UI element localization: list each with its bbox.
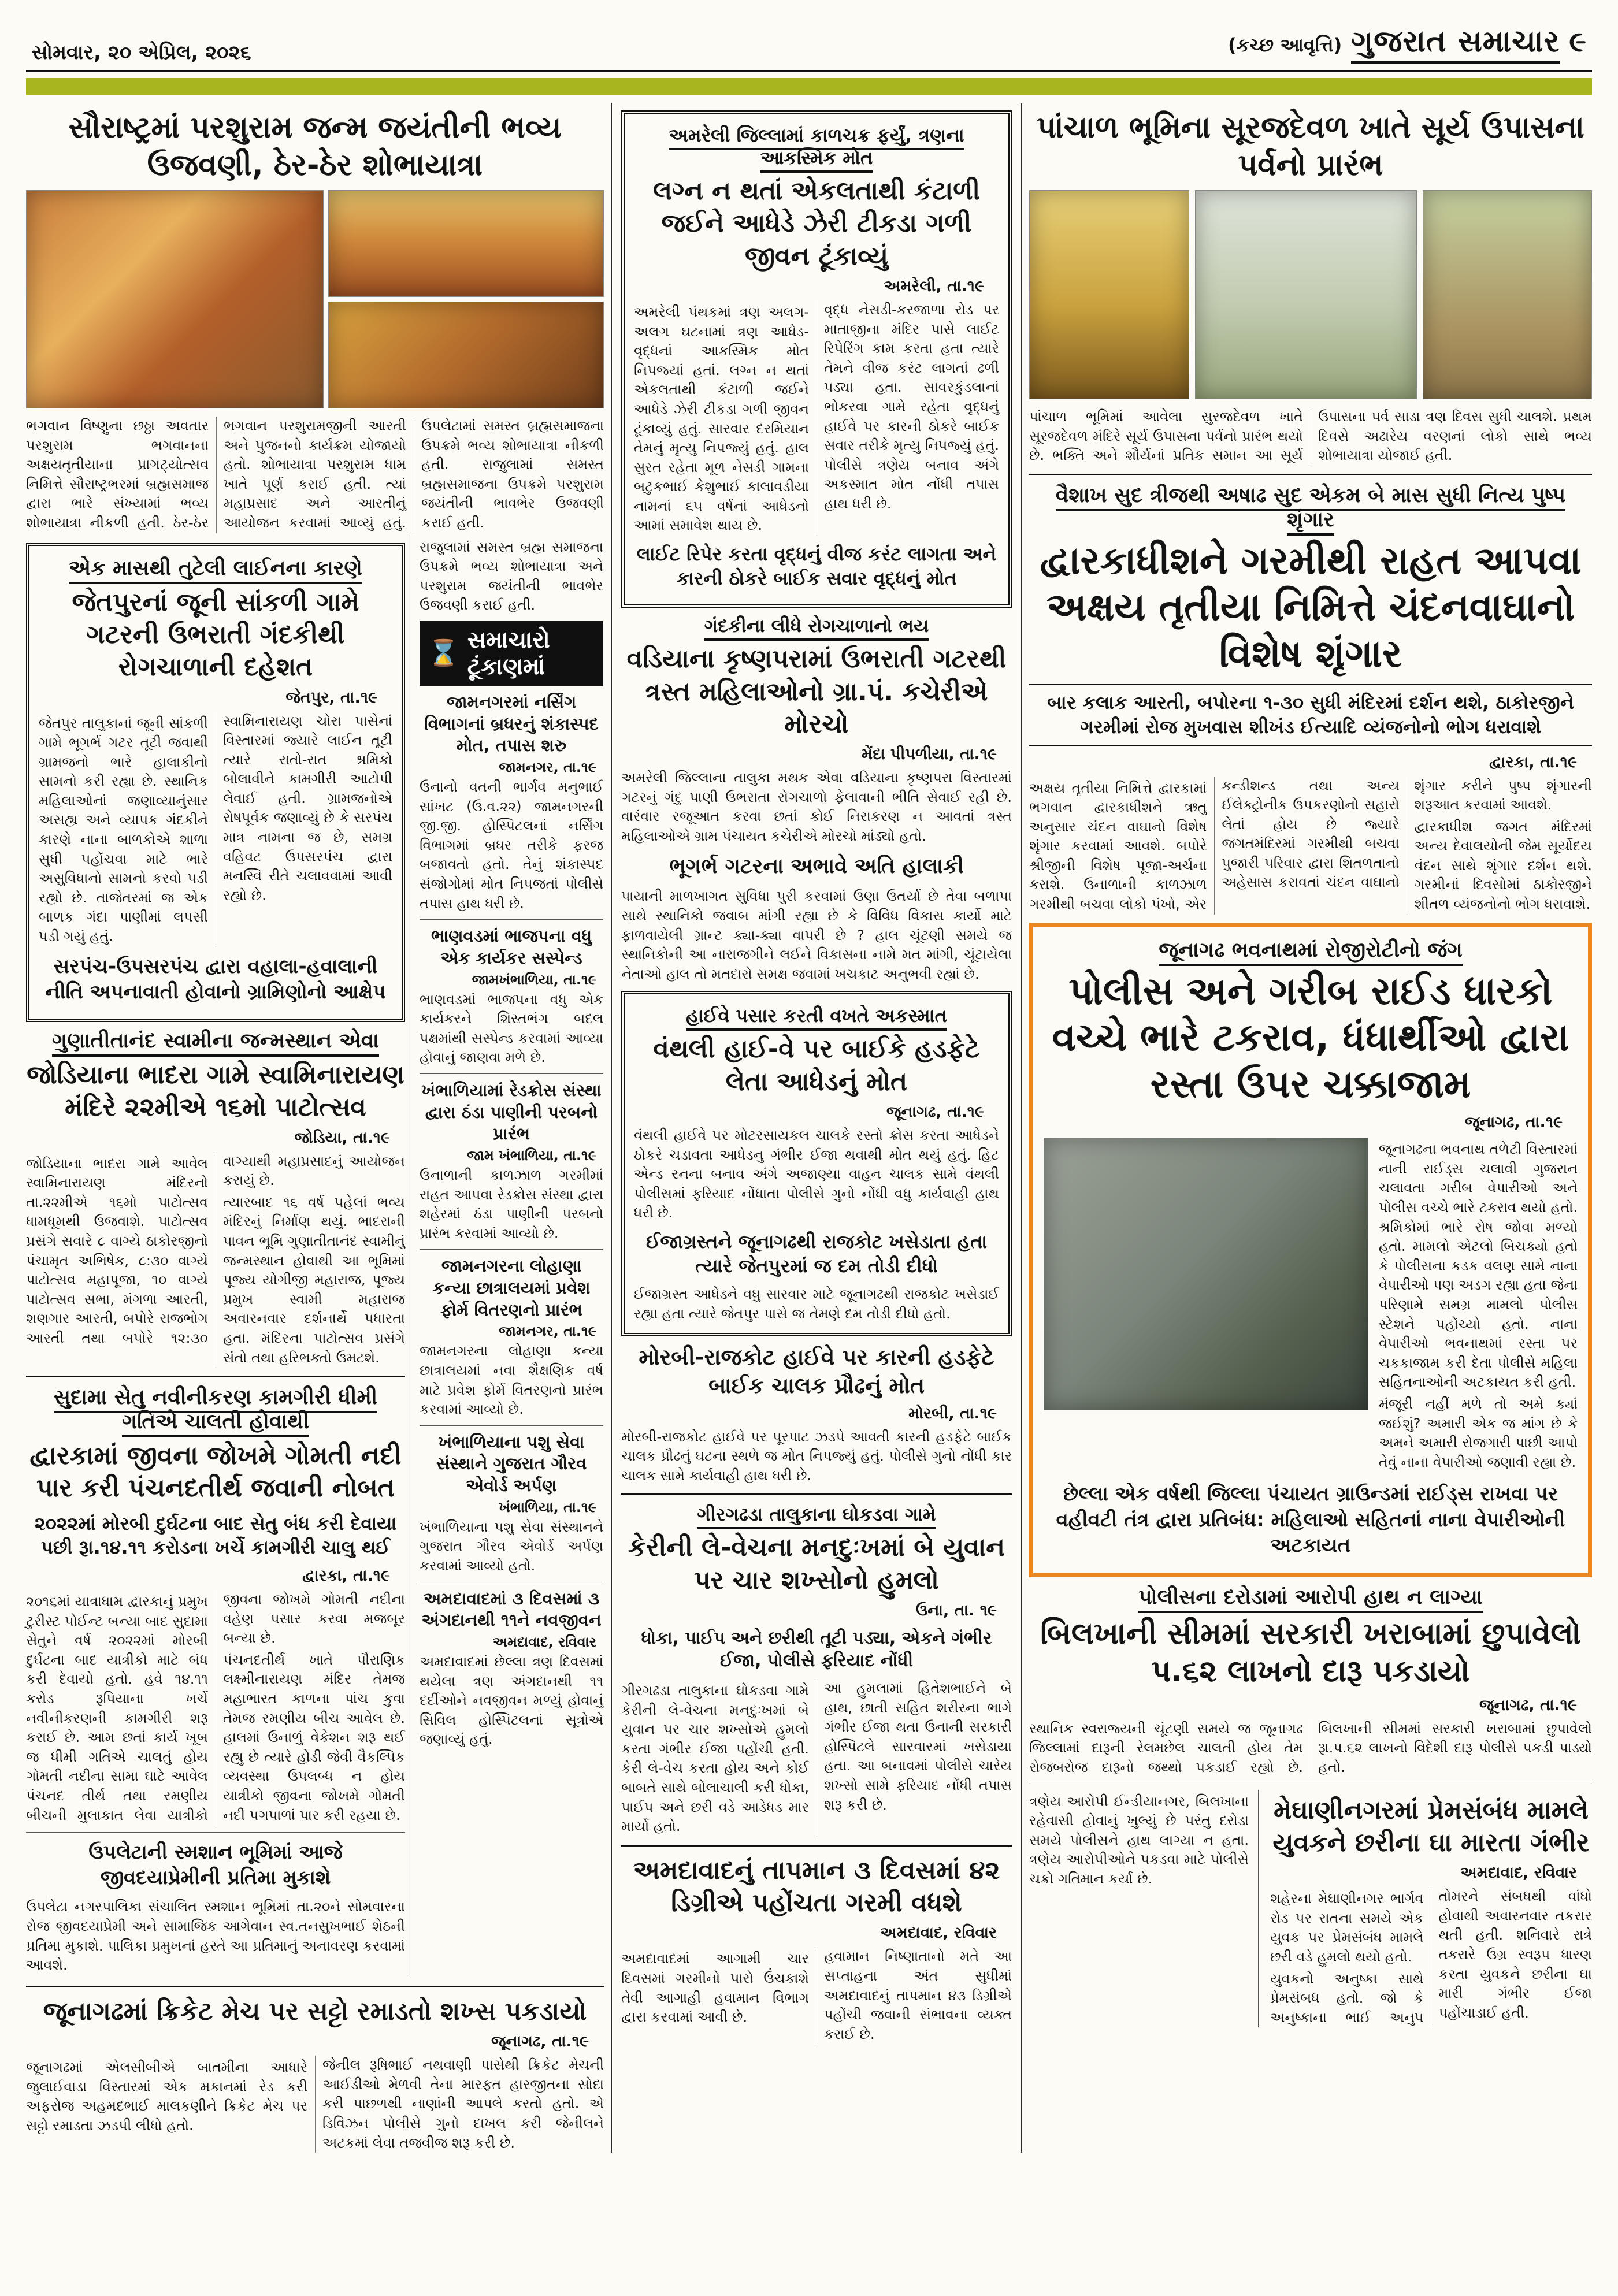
article-subhead: ૨૦૨૨માં મોરબી દુર્ઘટના બાદ સેતુ બંધ કરી દેવાયા પછી રૂા.૧૪.૧૧ કરોડના ખર્ચે કામગીરી ચાલુ થઈ [34, 1512, 397, 1559]
photo-collage [26, 190, 604, 408]
article-headline: કેરીની લે-વેચના મનદુઃખમાં બે યુવાન પર ચાર શખ્સોનો હુમલો [628, 1533, 1005, 1595]
dateline: અમદાવાદ, રવિવાર [1460, 1864, 1577, 1882]
masthead: ગુજરાત સમાચાર [1351, 24, 1560, 64]
brief-item [420, 926, 603, 1068]
section-divider [26, 1986, 604, 1987]
article-parshuram [26, 109, 604, 533]
article-upleta-statue [26, 1840, 405, 1975]
article-body: ભગવાન વિષ્ણુના છઠ્ઠા અવતાર પરશુરામ ભગવાનના અક્ષયતૃતીયાના પ્રાગટ્યોત્સવ નિમિત્તે સૌરાષ્ટ્રભરમાં બ્રહ્મસમાજ દ્વારા ભારે સંખ્યામાં ભવ્ય શોભાયાત્રા નીકળી હતી. ઠેર-ઠેર ભગવાન પરશુરામજીની આરતી અને પુજનનો કાર્યક્રમ યોજાયો હતો. શોભાયાત્રા પરશુરામ ધામ ખાતે પૂર્ણ કરાઈ હતી. ત્યાં મહાપ્રસાદ અને આરતીનું આયોજન કરવામાં આવ્યું હતું. ઉપલેટામાં સમસ્ત બ્રહ્મસમાજના ઉપક્રમે ભવ્ય શોભાયાત્રા નીકળી હતી. રાજુલામાં સમસ્ત બ્રહ્મસમાજના ઉપક્રમે પરશુરામ જયંતીની ભાવભેર ઉજવણી કરાઈ હતી. [26, 418, 604, 531]
dateline: અમદાવાદ, રવિવાર [880, 1924, 997, 1942]
dateline: અમરેલી, તા.૧૯ [884, 277, 984, 295]
parshuram-continued: રાજુલામાં સમસ્ત બ્રહ્મ સમાજના ઉપક્રમે ભવ્ય શોભાયાત્રા અને પરશુરામ જયંતીની ભાવભેર ઉજવણી કરાઈ હતી. [420, 538, 603, 614]
article-headline: બિલખાની સીમમાં સરકારી ખરાબામાં છુપાવેલો પ.૬૨ લાખનો દારૂ પકડાયો [1040, 1616, 1581, 1689]
article-body: ત્રણેય આરોપી ઈન્ડીયાનગર, બિલખાના રહેવાસી હોવાનું ખુલ્યું છે પરંતુ દરોડા સમયે પોલીસને હાથ લાગ્યા ન હતા. ત્રણેય આરોપીઓને પકડવા માટે પોલીસે ચક્રો ગતિમાન કર્યા છે. [1029, 1793, 1249, 1888]
article-cricket-betting [26, 1996, 604, 2153]
article-headline: જૂનાગઢમાં ક્રિકેટ મેચ પર સટ્ટો રમાડતો શખ્સ પકડાયો [43, 1996, 587, 2026]
dateline: દ્વારકા, તા.૧૯ [1489, 753, 1577, 771]
brief-title: ખંભાળિયામાં રેડક્રોસ સંસ્થા દ્વારા ઠંડા પાણીની પરબનો પ્રારંભ [421, 1080, 602, 1144]
article-liquor-seizure [1029, 1585, 1592, 1778]
article-body: જેતપુર તાલુકાનાં જૂની સાંકળી ગામે ભૂગર્ભ ગટર તૂટી જવાથી ગ્રામજનો ભારે હાલાકીનો સામનો કરી રહ્યા છે. સ્થાનિક મહિલાઓનાં જણાવ્યાનુંસાર અસહ્ય અને વ્યાપક ગંદકીને કારણે નાના બાળકોએ શાળા સુધી પહોંચવા માટે ભારે અસુવિધાનો સામનો કરવો પડી રહ્યો છે. તાજેતરમાં જ એક બાળક ગંદા પાણીમાં લપસી પડી ગયું હતું. [39, 715, 208, 945]
edition-label: (કચ્છ આવૃત્તિ) [1228, 34, 1342, 56]
article-body: જોડિયાના ભાદરા ગામે આવેલ સ્વામિનારાયણ મંદિરનો તા.૨૨મીએ ૧૬મો પાટોત્સવ ધામધૂમથી ઉજવાશે. પાટોત્સવ પ્રસંગે સવારે ૮ વાગ્યે ઠાકોરજીનો પંચામૃત અભિષેક, ૮:૩૦ વાગ્યે પાટોત્સવ મહાપૂજા, ૧૦ વાગ્યે પાટોત્સવ સભા, મંગળા આરતી, શણગાર આરતી, બપોરે રાજભોગ આરતી તથા બપોરે ૧૨:૩૦ વાગ્યાથી મહાપ્રસાદનું આયોજન કરાયું છે. [26, 1153, 405, 1346]
article-body: શહેરના મેઘાણીનગર ભાર્ગવ રોડ પર રાતના સમયે એક યુવક પર પ્રેમસંબંધ મામલે છરી વડે હુમલો થયો હતો. [1270, 1890, 1424, 1966]
brief-item [420, 692, 603, 913]
brief-title: ભાણવડમાં ભાજપના વધુ એક કાર્યકર સસ્પેન્ડ [431, 926, 592, 968]
brief-title: જામનગરના લોહાણા કન્યા છાત્રાલયમાં પ્રવેશ ફોર્મ વિતરણનો પ્રારંભ [432, 1256, 591, 1320]
dateline: દ્વારકા, તા.૧૯ [302, 1566, 390, 1585]
article-surajdeval [1029, 109, 1592, 466]
article-subhead: સરપંચ-ઉપસરપંચ દ્વારા વહાલા-હવાલાની નીતિ અપનાવાતી હોવાનો ગ્રામિણોનો આક્ષેપ [45, 954, 386, 1004]
article-subhead: લાઈટ રિપેર કરતા વૃદ્ધનું વીજ કરંટ લાગતા અને કારની ઠોકરે બાઈક સવાર વૃદ્ધનું મોત [636, 543, 997, 589]
brief-title: ખંભાળિયાના પશુ સેવા સંસ્થાને ગુજરાત ગૌરવ એવોર્ડ અર્પણ [436, 1432, 587, 1496]
left-inner-column [26, 536, 405, 1978]
article-body: અક્ષય તૃતીયા નિમિત્તે દ્વારકામાં ભગવાન દ્વારકાધીશને ઋતુ અનુસાર ચંદન વાઘાનો વિશેષ શૃંગાર કરવામાં આવશે. બપોરે શ્રીજીની વિશેષ પૂજા-અર્ચના કરાશે. ઉનાળાની કાળઝાળ ગરમીથી બચવા લોકો પંખો, એર કન્ડીશન્ડ તથા અન્ય ઈલેક્ટ્રોનીક ઉપકરણોનો સહારો લેતાં હોય છે જ્યારે જગતમંદિરમાં ગરમીથી બચવા પુજારી પરિવાર દ્વારા શિતળતાનો અહેસાસ કરાવતાં ચંદન વાઘાનો શૃંગાર કરીને પુષ્પ શૃંગારની શરૂઆત કરવામાં આવશે. [1029, 777, 1592, 913]
article-headline: દ્વારકાધીશને ગરમીથી રાહત આપવા અક્ષય તૃતીયા નિમિત્તે ચંદનવાઘાનો વિશેષ શૃંગાર [1040, 538, 1582, 676]
dateline: જૂનાગઢ, તા.૧૯ [1479, 1696, 1577, 1714]
article-body: ૨૦૧૬માં યાત્રાધામ દ્વારકાનું પ્રમુખ ટુરીસ્ટ પોઈન્ટ બન્યા બાદ સુદામા સેતુને વર્ષ ૨૦૨૨માં મોરબી દુર્ઘટના બાદ યાત્રીકો માટે બંધ કરી દેવાયો હતો. હવે ૧૪.૧૧ કરોડ રૂપિયાના ખર્ચે નવીનીકરણની કામગીરી શરૂ કરાઈ છે. આમ છતાં કાર્ય ખૂબ જ ધીમી ગતિએ ચાલતું હોય ગોમતી નદીના સામા ઘાટે આવેલ પંચનદ તીર્થ તથા રમણીય બીચની મુલાકાત લેવા યાત્રીકો જીવના જોખમે ગોમતી નદીના વહેણ પસાર કરવા મજબૂર બન્યા છે. [26, 1591, 405, 1823]
article-body: અમરેલી જિલ્લાના તાલુકા મથક એવા વડિયાના કૃષ્ણપરા વિસ્તારમાં ગટરનું ગંદુ પાણી ઉભરાતા રોગચાળો ફેલાવાની ભીતિ સેવાઈ રહી છે. વારંવાર રજૂઆત કરવા છતાં કોઈ નિરાકરણ ન આવતાં ત્રસ્ત મહિલાઓએ ગ્રામ પંચાયત કચેરીએ મોરચો માંડ્યો હતો. [621, 770, 1012, 844]
article-dwarka-bridge [26, 1385, 405, 1826]
dateline: જામનગર, તા.૧૯ [499, 759, 596, 775]
dateline: જૂનાગઢ, તા.૧૯ [491, 2033, 589, 2051]
article-body: અમદાવાદમાં આગામી ચાર દિવસમાં ગરમીનો પારો ઉંચકાશે તેવી આગાહી હવામાન વિભાગ દ્વારા કરવામાં આવી છે. [621, 1951, 809, 2026]
article-meghaninagar-stabbing [1270, 1790, 1592, 2028]
street-clash-photo [1044, 1138, 1368, 1410]
brief-title: જામનગરમાં નર્સિંગ વિભાગનાં બ્રધરનું શંકાસ્પદ મોત, તપાસ શરુ [424, 692, 599, 756]
article-strap: હાઈવે પસાર કરતી વખતે અકસ્માત [634, 1005, 999, 1027]
left-section [26, 103, 604, 2153]
brief-body: ઉનાનો વતની ભાર્ગવ મનુભાઈ સાંખટ (ઉ.વ.૨૨) જામનગરની જી.જી. હોસ્પિટલનાં નર્સિંગ વિભાગમાં બ્રધર તરીકે ફરજ બજાવતો હતો. તેનું શંકાસ્પદ સંજોગોમાં મોત નિપજતાં પોલીસે તપાસ હાથ ધરી છે. [420, 779, 603, 912]
article-headline: દ્વારકામાં જીવના જોખમે ગોમતી નદી પાર કરી પંચનદતીર્થ જવાની નોબત [29, 1441, 402, 1503]
brief-body: ખંભાળિયાના પશુ સેવા સંસ્થાનને ગુજરાત ગૌરવ એવોર્ડ અર્પણ કરવામાં આવ્યો હતો. [420, 1518, 603, 1574]
divider [420, 1073, 603, 1074]
dateline: મોરબી, તા.૧૯ [908, 1404, 997, 1422]
section-divider [26, 1376, 405, 1377]
section-divider [621, 1493, 1012, 1495]
temple-idol-photo [1029, 190, 1189, 399]
article-strap: એક માસથી તુટેલી લાઈનના કારણે [39, 556, 392, 581]
briefs-title-text: સમાચારો ટૂંકાણમાં [467, 626, 550, 680]
article-strap: ગીરગઢડા તાલુકાના ઘોકડવા ગામે [621, 1503, 1012, 1526]
briefs-column [411, 536, 603, 1978]
article-amreli-deaths [621, 110, 1012, 608]
article-strap: સુદામા સેતુ નવીનીકરણ કામગીરી ધીમી ગતિએ ચાલતી હોવાથી [26, 1385, 405, 1434]
article-strap: ગંદકીના લીધે રોગચાળાનો ભય [621, 615, 1012, 637]
article-headline: લગ્ન ન થતાં એકલતાથી કંટાળી જઈને આધેડે ઝેરી ટીકડા ગળી જીવન ટૂંકાવ્યું [652, 176, 981, 271]
article-body: અમરેલી પંથકમાં ત્રણ અલગ-અલગ ઘટનામાં ત્રણ આધેડ-વૃદ્ધનાં આકસ્મિક મોત નિપજ્યાં હતાં. લગ્ન ન થતાં એકલતાથી કંટાળી જઈને આધેડે ઝેરી ટીકડા ગળી જીવન ટૂંકાવ્યું હતું. સારવાર દરમિયાન તેમનું મૃત્યુ નિપજ્યું હતું. હાલ સુરત રહેતા મૂળ નેસડી ગામના બટુકભાઈ કેશુભાઈ કાલાવડીયા નામનાં ૬૫ વર્ષનાં આધેડનો આમાં સમાવેશ થાય છે. [634, 303, 809, 534]
article-subhead: ધોકા, પાઈપ અને છરીથી તૂટી પડ્યા, એકને ગંભીર ઈજા, પોલીસે ફરિયાદ નોંધી [641, 1628, 992, 1671]
dateline: મેંદા પીપળીયા, તા.૧૯ [861, 745, 997, 764]
brief-title: અમદાવાદમાં ૩ દિવસમાં ૩ અંગદાનથી ૧૧ને નવજીવન [421, 1588, 602, 1630]
article-headline: ઉપલેટાની સ્મશાન ભૂમિમાં આજે જીવદયાપ્રેમીની પ્રતિમા મુકાશે [88, 1841, 343, 1890]
brief-item [420, 1432, 603, 1576]
article-body: પાયાની માળખાગત સુવિધા પુરી કરવામાં ઉણા ઉતર્યા છે તેવા બળાપા સાથે સ્થાનિકો જવાબ માંગી રહ્યા છે કે વિવિધ વિકાસ કાર્યો માટે ફાળવાયેલી ગ્રાન્ટ ક્યા-ક્યા વાપરી છે ? હાલ ચૂંટણી સમયે જ સ્થાનિકોની આ નારાજગીને લઈને વિકાસના નામે મત માંગી, ચૂંટાયેલા નેતાઓ હાલ તો મતદારો સમક્ષ જવામાં ખચકાટ અનુભવી રહ્યાં છે. [621, 888, 1012, 982]
article-subhead: ઈજાગ્રસ્તને જૂનાગઢથી રાજકોટ ખસેડાતા હતા ત્યારે જેતપુરમાં જ દમ તોડી દીધો [645, 1230, 988, 1277]
brief-body: ઉનાળાની કાળઝાળ ગરમીમાં રાહત આપવા રેડક્રોસ સંસ્થા દ્વારા શહેરમાં ઠંડા પાણીની પરબનો પ્રારંભ કરવામાં આવ્યો છે. [420, 1166, 603, 1242]
header-rule [26, 70, 1592, 72]
article-ahmedabad-temperature [621, 1855, 1012, 2045]
article-strap: જૂનાગઢ ભવનાથમાં રોજીરોટીનો જંગ [1044, 938, 1578, 963]
article-una-attack [621, 1503, 1012, 1836]
article-body: દ્વારકાધીશ જગત મંદિરમાં અન્ય દેવાલયોની જેમ સૂર્યોદય વંદન સાથે શૃંગાર દર્શન થશે. ગરમીનાં દિવસોમાં ઠાકોરજીને શીતળ વ્યંજનોનો ભોગ ધરાવાશે. [1414, 818, 1592, 913]
article-body: પાંચાળ ભૂમિમાં આવેલા સુરજદેવળ ખાતે સૂરજદેવળ મંદિરે સૂર્ય ઉપાસના પર્વનો પ્રારંભ થયો છે. ભક્તિ અને શૌર્યનાં પ્રતિક સમાન આ સૂર્ય ઉપાસના પર્વ સાડા ત્રણ દિવસ સુધી ચાલશે. પ્રથમ દિવસે અઢારેય વરણનાં લોકો સાથે ભવ્ય શોભાયાત્રા યોજાઈ હતી. [1029, 408, 1592, 464]
brief-item [420, 1255, 603, 1419]
right-bottom-row [1029, 1790, 1592, 2028]
article-headline: પોલીસ અને ગરીબ રાઈડ ધારકો વચ્ચે ભારે ટકરાવ, ધંધાર્થીઓ દ્વારા રસ્તા ઉપર ચક્કાજામ [1052, 968, 1569, 1106]
photo-and-text [1044, 1138, 1578, 1474]
article-body: ત્યારબાદ ૧૬ વર્ષ પહેલાં ભવ્ય મંદિરનું નિર્માણ થયું. ભાદરાની પાવન ભૂમિ ગુણાતીતાનંદ સ્વામીનું જન્મસ્થાન હોવાથી આ ભૂમિમાં પૂજ્ય યોગીજી મહારાજ, પૂજ્ય પ્રમુખ સ્વામી મહારાજ અવારનવાર દર્શનાર્થે પધારતા હતા. મંદિરના પાટોત્સવ પ્રસંગે સંતો તથા હરિભક્તો ઉમટશે. [223, 1194, 405, 1366]
dateline: જેતપુર, તા.૧૯ [285, 688, 377, 707]
stage-ceremony-photo [328, 190, 604, 297]
article-strap: પોલીસના દરોડામાં આરોપી હાથ ન લાગ્યા [1029, 1585, 1592, 1610]
dateline: જૂનાગઢ, તા.૧૯ [886, 1102, 984, 1121]
page-header [26, 20, 1592, 70]
article-headline: મેઘાણીનગરમાં પ્રેમસંબંધ મામલે યુવકને છરીના ઘા મારતા ગંભીર [1272, 1795, 1590, 1857]
article-headline: વંથલી હાઈ-વે પર બાઈકે હડફેટે લેતા આધેડનું મોત [653, 1034, 980, 1097]
briefs-box-title [420, 621, 603, 686]
article-strap: ગુણાતીતાનંદ સ્વામીના જન્મસ્થાન એવા [26, 1029, 405, 1053]
article-body: વંથલી હાઈવે પર મોટરસાયકલ ચાલકે રસ્તો ક્રોસ કરતા આધેડને ઠોકરે ચડાવતા આધેડનુ ગંભીર ઈજા થવાથી મોત થયું હતું. હિટ એન્ડ રનના બનાવ અંગે અજાણ્યા વાહન ચાલક સામે વંથલી પોલીસમાં ફરિયાદ નોંધાતા પોલીસે ગુનો નોંધી વધુ કાર્યવાહી હાથ ધરી છે. [634, 1127, 999, 1221]
article-dwarkadhish [1029, 484, 1592, 915]
photo-row [1029, 190, 1592, 399]
right-section [1029, 103, 1592, 2153]
dateline: અમદાવાદ, રવિવાર [492, 1634, 596, 1650]
article-body: વૃદ્ધ નેસડી-કરજાળા રોડ પર માતાજીના મંદિર પાસે લાઈટ રિપેરિંગ કામ કરતા હતા ત્યારે તેમને વીજ કરંટ લાગતાં ઢળી પડ્યા હતા. સાવરકુંડલાનાં ભોકરવા ગામે રહેતા વૃદ્ધનું હાઈવે પર કારની ઠોકરે બાઈક સવાર તરીકે મૃત્યુ નિપજ્યું હતું. પોલીસે ત્રણેય બનાવ અંગે અકસ્માત મોત નોંધી તપાસ હાથ ધરી છે. [824, 301, 999, 512]
procession-photo [26, 190, 324, 408]
article-body: આ હુમલામાં હિતેશભાઈને બે હાથ, છાતી સહિત શરીરના ભાગે ગંભીર ઈજા થતા ઉનાની સરકારી હોસ્પિટલે સારવારમાં ખસેડાયા હતા. આ બનાવમાં પોલીસે ચારેય શખ્સો સામે ફરિયાદ નોંધી તપાસ શરૂ કરી છે. [824, 1680, 1012, 1813]
article-body: મોરબી-રાજકોટ હાઈવે પર પૂરપાટ ઝડપે આવતી કારની હડફેટે બાઈક ચાલક પ્રૌઢનું ઘટના સ્થળે જ મોત નિપજ્યું હતું. પોલીસે ગુનો નોંધી કાર ચાલક સામે કાર્યવાહી હાથ ધરી છે. [621, 1428, 1012, 1484]
article-body: હવામાન નિષ્ણાતાનો મતે આ સપ્તાહના અંત સુધીમાં અમદાવાદનું તાપમાન ૪૩ ડિગ્રીએ પહોંચી જવાની સંભાવના વ્યક્ત કરાઈ છે. [824, 1948, 1012, 2042]
article-body: સ્વામિનારાયણ ચોરા પાસેનાં વિસ્તારમાં જ્યારે લાઈન તૂટી ત્યારે રાતો-રાત શ્રમિકો બોલાવીને કામગીરી આટોપી લેવાઈ હતી. ગ્રામજનોએ રોષપૂર્વક જણાવ્યું છે કે સરપંચ માત્ર નામના જ છે, સમગ્ર વહિવટ ઉપસરપંચ દ્વારા મનસ્વિ રીતે ચલાવવામાં આવી રહ્યો છે. [223, 712, 392, 904]
article-body: જૂનાગઢમાં એલસીબીએ બાતમીના આધારે જુલાઈવાડા વિસ્તારમાં એક મકાનમાં રેડ કરી અફરોજ અહમદભાઈ માલકણીને ક્રિકેટ મેચ પર સટ્ટો રમાડતા ઝડપી લીધો હતો. [26, 2059, 307, 2134]
page-date: સોમવાર, ૨૦ એપ્રિલ, ૨૦૨૬ [32, 41, 251, 64]
article-body: યુવકનો અનુષ્કા સાથે પ્રેમસંબધ હતો. જો કે અનુષ્કાના ભાઈ અનુપ તોમરને સંબધથી વાંધો હોવાથી અવારનવાર તકરાર થતી હતી. શનિવારે રાત્રે તકરારે ઉગ્ર સ્વરૂપ ધારણ કરતા યુવકને છરીના ઘા મારી ગંભીર ઈજા પહોંચાડાઈ હતી. [1270, 1888, 1592, 2026]
page-number: ૯ [1569, 25, 1586, 58]
masthead-block [1228, 24, 1586, 64]
article-body: ગીરગઢડા તાલુકાના ઘોકડવા ગામે કેરીની લે-વેચના મનદુઃખમાં બે યુવાન પર ચાર શખ્સોએ હુમલો કરતા ગંભીર ઈજા પહોંચી હતી. કેરી લે-વેચ કરતા હોય અને કોઈ બાબતે સાથે બોલાચાલી કરી ધોકા, પાઈપ અને છરી વડે આડેધડ માર માર્યો હતો. [621, 1682, 809, 1835]
article-jetpur [26, 543, 405, 1022]
article-body: ઈજાગ્રસ્ત આધેડને વધુ સારવાર માટે જૂનાગઢથી રાજકોટ ખસેડાઈ રહ્યા હતા ત્યારે જેતપુર પાસે જ તેમણે દમ તોડી દીધો હતો. [634, 1286, 999, 1322]
article-headline: મોરબી-રાજકોટ હાઈવે પર કારની હડફેટે બાઈક ચાલક પ્રૌઢનું મોત [639, 1344, 994, 1398]
article-headline: જેતપુરનાં જૂની સાંકળી ગામે ગટરની ઉભરાતી ગંદકીથી રોગચાળાની દહેશત [72, 587, 359, 682]
article-headline: જોડિયાના ભાદરા ગામે સ્વામિનારાયણ મંદિરે ૨૨મીએ ૧૬મો પાટોત્સવ [27, 1060, 404, 1123]
dateline: જામનગર, તા.૧૯ [499, 1323, 596, 1340]
dateline: જૂનાગઢ, તા.૧૯ [1464, 1113, 1563, 1132]
article-headline: પાંચાળ ભૂમિના સૂરજદેવળ ખાતે સૂર્ય ઉપાસના પર્વનો પ્રારંભ [1037, 110, 1584, 183]
article-vadiya-gutter [621, 615, 1012, 984]
article-subhead: ભૂગર્ભ ગટરના અભાવે અતિ હાલાકી [669, 854, 964, 878]
article-body: ઉપલેટા નગરપાલિકા સંચાલિત સ્મશાન ભૂમિમાં તા.૨૦ને સોમવારના રોજ જીવદયાપ્રેમી અને સામાજિક આગેવાન સ્વ.તનસુખભાઈ શેઠની પ્રતિમા મુકાશે. પાલિકા પ્રમુખનાં હસ્તે આ પ્રતિમાનું અનાવરણ કરવામાં આવશે. [26, 1899, 405, 1974]
brief-body: ભાણવડમાં ભાજપના વધુ એક કાર્યકરને શિસ્તભંગ બદલ પક્ષમાંથી સસ્પેન્ડ કરવામાં આવ્યા હોવાનું જાણવા મળે છે. [420, 991, 603, 1066]
brief-body: અમદાવાદમાં છેલ્લા ત્રણ દિવસમાં થયેલા ત્રણ અંગદાનથી ૧૧ દર્દીઓને નવજીવન મળ્યું હોવાનું સિવિલ હોસ્પિટલનાં સૂત્રોએ જણાવ્યું હતું. [420, 1654, 603, 1748]
article-subhead: બાર કલાક આરતી, બપોરના ૧-૩૦ સુધી મંદિરમાં દર્શન થશે, ઠાકોરજીને ગરમીમાં રોજ મુખવાસ શીખંડ ઈત્યાદિ વ્યંજનોનો ભોગ ધરાવાશે [1029, 684, 1592, 746]
article-vanthali-accident [621, 991, 1012, 1336]
aarti-photo [328, 302, 604, 408]
article-headline: સૌરાષ્ટ્રમાં પરશુરામ જન્મ જયંતીની ભવ્ય ઉજવણી, ઠેર-ઠેર શોભાયાત્રા [68, 110, 562, 183]
article-strap: વૈશાખ સુદ ત્રીજથી અષાઢ સુદ એકમ બે માસ સુધી નિત્ય પુષ્પ શૃંગાર [1029, 484, 1592, 532]
article-headline: વડિયાના કૃષ્ણપરામાં ઉભરાતી ગટરથી ત્રસ્ત મહિલાઓનો ગ્રા.પં. કચેરીએ મોરચો [626, 644, 1007, 739]
article-body: પંચનદતીર્થ ખાતે પૌરાણિક લક્ષ્મીનારાયણ મંદિર તેમજ મહાભારત કાળના પાંચ કુવા તેમજ રમણીય બીચ આવેલ છે. હાલમાં ઉનાળું વેકેશન શરૂ થઈ રહ્યુ છે ત્યારે હોડી જેવી વૈકલ્પિક વ્યવસ્થા ઉપલબ્ધ ન હોય યાત્રીકો જીવના જોખમે ગોમતી નદી પગપાળાં પાર કરી રહયા છે. [223, 1651, 405, 1823]
procession-road-photo [1195, 190, 1417, 399]
accent-bar [26, 78, 1592, 95]
divider [420, 1425, 603, 1426]
dateline: જામ ખંભાળિયા, તા.૧૯ [467, 1147, 596, 1164]
section-divider [621, 1845, 1012, 1847]
divider [420, 919, 603, 920]
dateline: જોડિયા, તા.૧૯ [294, 1128, 390, 1147]
brief-body: જામનગરના લોહાણા કન્યા છાત્રાલયમાં નવા શૈક્ષણિક વર્ષ માટે પ્રવેશ ફોર્મ વિતરણનો પ્રારંભ કરવામાં આવ્યો છે. [420, 1343, 603, 1418]
section-divider [1029, 474, 1592, 475]
divider [420, 1249, 603, 1250]
article-body: જૂનાગઢના ભવનાથ તળેટી વિસ્તારમાં નાની રાઈડ્સ ચલાવી ગુજરાન ચલાવતા ગરીબ વેપારીઓ અને પોલીસ વચ્ચે ભારે ટકરાવ થયો હતો. શ્રમિકોમાં ભારે રોષ જોવા મળ્યો હતો. મામલો એટલો બિચક્યો હતો કે પોલીસના કડક વલણ સામે નાના વેપારીઓ પણ અડગ રહ્યા હતા જેના પરિણામે સમગ્ર મામલો પોલીસ સ્ટેશને પહોંચ્યો હતો. નાના વેપારીઓ ભવનાથમાં રસ્તા પર ચકકાજામ કરી દેતા પોલીસે મહિલા સહિતનાઓની અટકાયત કરી હતી. [1379, 1141, 1578, 1391]
article-body: સ્થાનિક સ્વરાજ્યની ચૂંટણી સમયે જ જૂનાગઢ જિલ્લામાં દારૂની રેલમછેલ ચાલતી હોય તેમ રોજબરોજ દારૂનો જથ્થો પકડાઈ રહ્યો છે. બિલખાની સીમમાં સરકારી ખરાબામાં છુપાવેલો રૂા.પ.૬૨ લાખનો વિદેશી દારૂ પોલીસે પકડી પાડ્યો હતો. [1029, 1720, 1592, 1776]
liquor-continued-column [1029, 1790, 1259, 2028]
brief-item [420, 1588, 603, 1749]
article-bhavnath-clash [1029, 923, 1592, 1577]
middle-section [611, 103, 1022, 2153]
hourglass-icon: ⌛ [428, 638, 459, 668]
article-morbi-accident [621, 1343, 1012, 1485]
article-jodiya [26, 1029, 405, 1368]
aerial-view-photo [1423, 190, 1592, 399]
article-headline: અમદાવાદનું તાપમાન ૩ દિવસમાં ૪૨ ડિગ્રીએ પહોંચતા ગરમી વધશે [633, 1855, 1000, 1918]
article-body: મંજૂરી નહીં મળે તો અમે ક્યાં જઈશું? અમારી એક જ માંગ છે કે અમને અમારી રોજગારી પાછી આપો તેવું નાના વેપારીઓ જણાવી રહ્યા છે. [1379, 1395, 1578, 1470]
section-divider [26, 1832, 405, 1833]
dateline: જામખંભાળિયા, તા.૧૯ [472, 971, 596, 988]
dateline: ઉના, તા. ૧૯ [915, 1601, 997, 1619]
article-body: જેનીલ રૂષિભાઈ નથવાણી પાસેથી ક્રિકેટ મેચની આઈડીઓ મેળવી તેના મારફત હારજીતના સોદા કરી પાછળથી નાણાંની આપલે કરતો હતો. એ ડિવિઝન પોલીસે ગુનો દાખલ કરી જેનીલને અટકમાં લેવા તજવીજ શરૂ કરી છે. [322, 2057, 604, 2151]
brief-item [420, 1080, 603, 1243]
left-lower-row [26, 536, 604, 1978]
article-subhead: છેલ્લા એક વર્ષથી જિલ્લા પંચાયત ગ્રાઉન્ડમાં રાઈડ્સ રાખવા પર વહીવટી તંત્ર દ્વારા પ્રતિબંધ: મહિલાઓ સહિતનાં નાના વેપારીઓની અટકાયત [1056, 1483, 1565, 1557]
dateline: ખંભાળિયા, તા.૧૯ [499, 1499, 596, 1515]
article-strap: અમરેલી જિલ્લામાં કાળચક્ર ફર્યું, ત્રણના આકસ્મિક મોત [634, 124, 999, 169]
